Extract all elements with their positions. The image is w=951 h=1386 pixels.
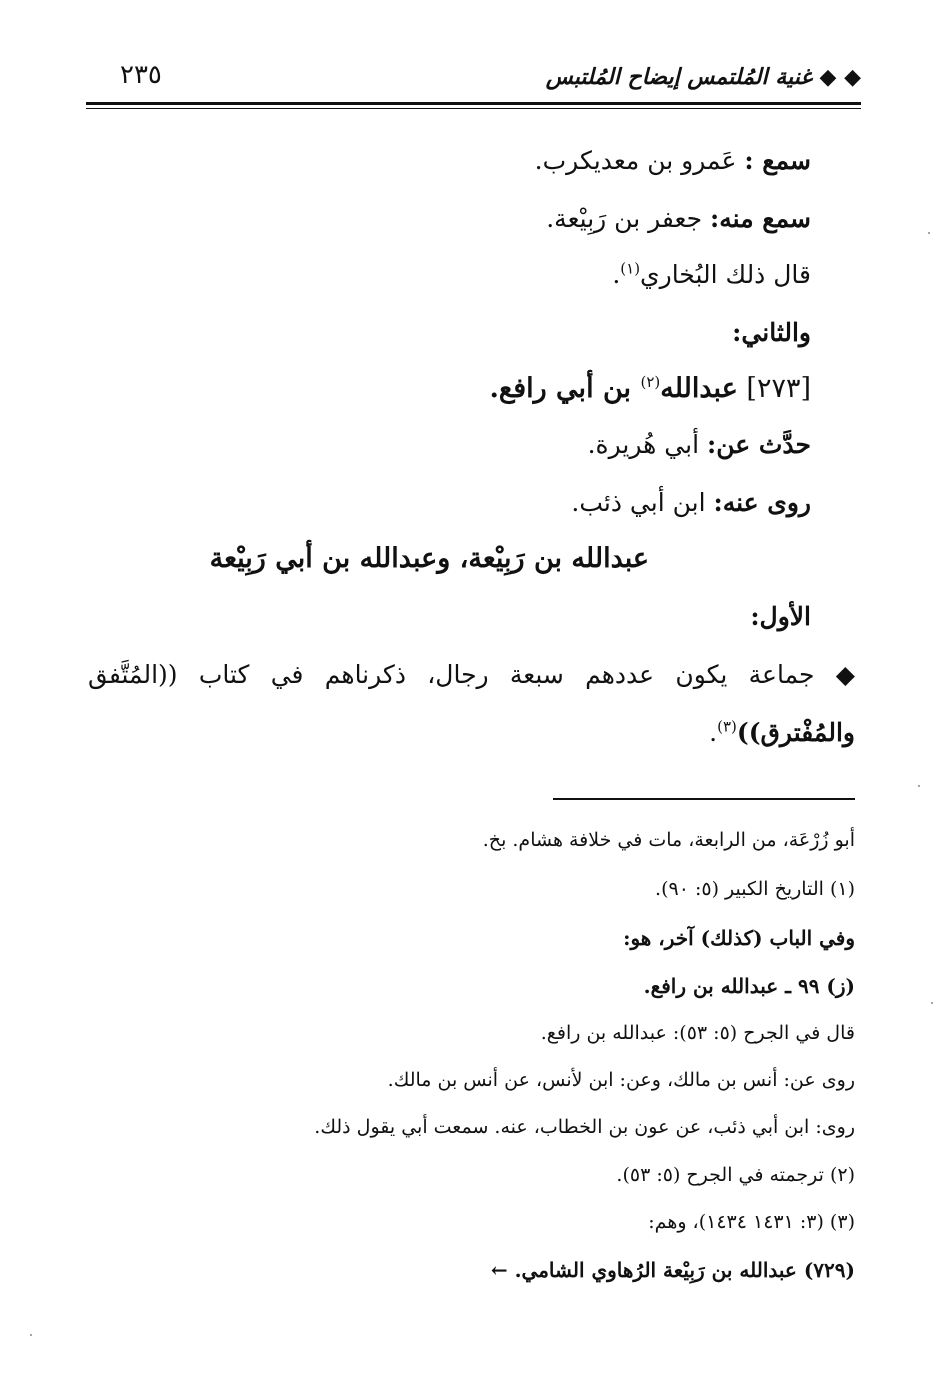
narrated-by-label: روى عنه: xyxy=(713,488,811,517)
narrated-from-label: حدَّث عن: xyxy=(707,430,811,459)
scan-speck xyxy=(928,232,930,234)
footnote-line: روى: ابن أبي ذئب، عن عون بن الخطاب، عنه. سمعت أبي يقول ذلك. xyxy=(314,1116,855,1138)
entry-name: عبدالله xyxy=(660,373,738,404)
heard-from-value: عَمرو بن معديكرب. xyxy=(534,146,745,175)
narrated-from-line xyxy=(588,430,811,460)
footnote-line: وفي الباب (كذلك) آخر، هو: xyxy=(623,926,855,950)
footnote-line: قال في الجرح (٥: ٥٣): عبدالله بن رافع. xyxy=(540,1022,855,1044)
running-title: ◆ ◆ غنية المُلتمس إيضاح المُلتبس xyxy=(545,64,861,90)
page-header xyxy=(88,58,861,100)
entry-name-rest: بن أبي رافع. xyxy=(489,373,641,404)
first-heading: الأول: xyxy=(750,602,811,631)
page-number: ٢٣٥ xyxy=(120,60,162,90)
footnote-3: (٣) (٣: ١٤٣١ ١٤٣٤)، وهم: xyxy=(648,1211,855,1233)
entry-273 xyxy=(489,373,811,405)
heard-by-label: سمع منه: xyxy=(710,204,811,233)
section-heading: عبدالله بن رَبِيْعة، وعبدالله بن أبي رَبِيْعة xyxy=(209,543,649,574)
footnote-1: (١) التاريخ الكبير (٥: ٩٠). xyxy=(655,878,855,900)
book-title: والمُفْترق)) xyxy=(736,718,855,747)
entry-number: [٢٧٣] xyxy=(737,373,811,404)
header-rule xyxy=(86,102,861,109)
attribution-period: . xyxy=(612,260,621,289)
footnote-ref-1: (١) xyxy=(620,259,641,278)
attribution-line xyxy=(612,260,811,290)
footnote-line: (٧٢٩) عبدالله بن رَبِيْعة الرُهاوي الشامي. ← xyxy=(490,1258,855,1282)
footnote-line: روى عن: أنس بن مالك، وعن: ابن لأنس، عن أنس بن مالك. xyxy=(387,1069,855,1091)
scan-speck xyxy=(931,1002,933,1004)
footnote-ref-3: (٣) xyxy=(717,717,737,736)
narrated-from-value: أبي هُريرة. xyxy=(587,430,707,459)
footnote-line: (ز) ٩٩ ـ عبدالله بن رافع. xyxy=(643,974,855,998)
narrated-by-line xyxy=(571,488,811,518)
group-description-cont xyxy=(709,718,855,748)
heard-from-label: سمع : xyxy=(744,146,811,175)
second-heading: والثاني: xyxy=(732,318,811,347)
attribution-text: قال ذلك البُخاري xyxy=(640,260,811,289)
scan-speck xyxy=(918,785,920,787)
group-description-period: . xyxy=(709,718,718,747)
footnote-2: (٢) ترجمته في الجرح (٥: ٥٣). xyxy=(616,1164,855,1186)
heard-by-value: جعفر بن رَبِيْعة. xyxy=(546,204,711,233)
footnote-line: أبو زُرْعَة، من الرابعة، مات في خلافة هشام. بخ. xyxy=(482,829,855,851)
heard-from-line xyxy=(535,146,811,176)
heard-by-line xyxy=(546,204,811,234)
footnote-separator xyxy=(553,798,855,800)
narrated-by-value: ابن أبي ذئب. xyxy=(571,488,714,517)
footnote-ref-2: (٢) xyxy=(640,373,661,391)
group-description: ◆ جماعة يكون عددهم سبعة رجال، ذكرناهم في كتاب ((المُتَّفق xyxy=(88,660,855,689)
scan-speck xyxy=(30,1334,32,1336)
